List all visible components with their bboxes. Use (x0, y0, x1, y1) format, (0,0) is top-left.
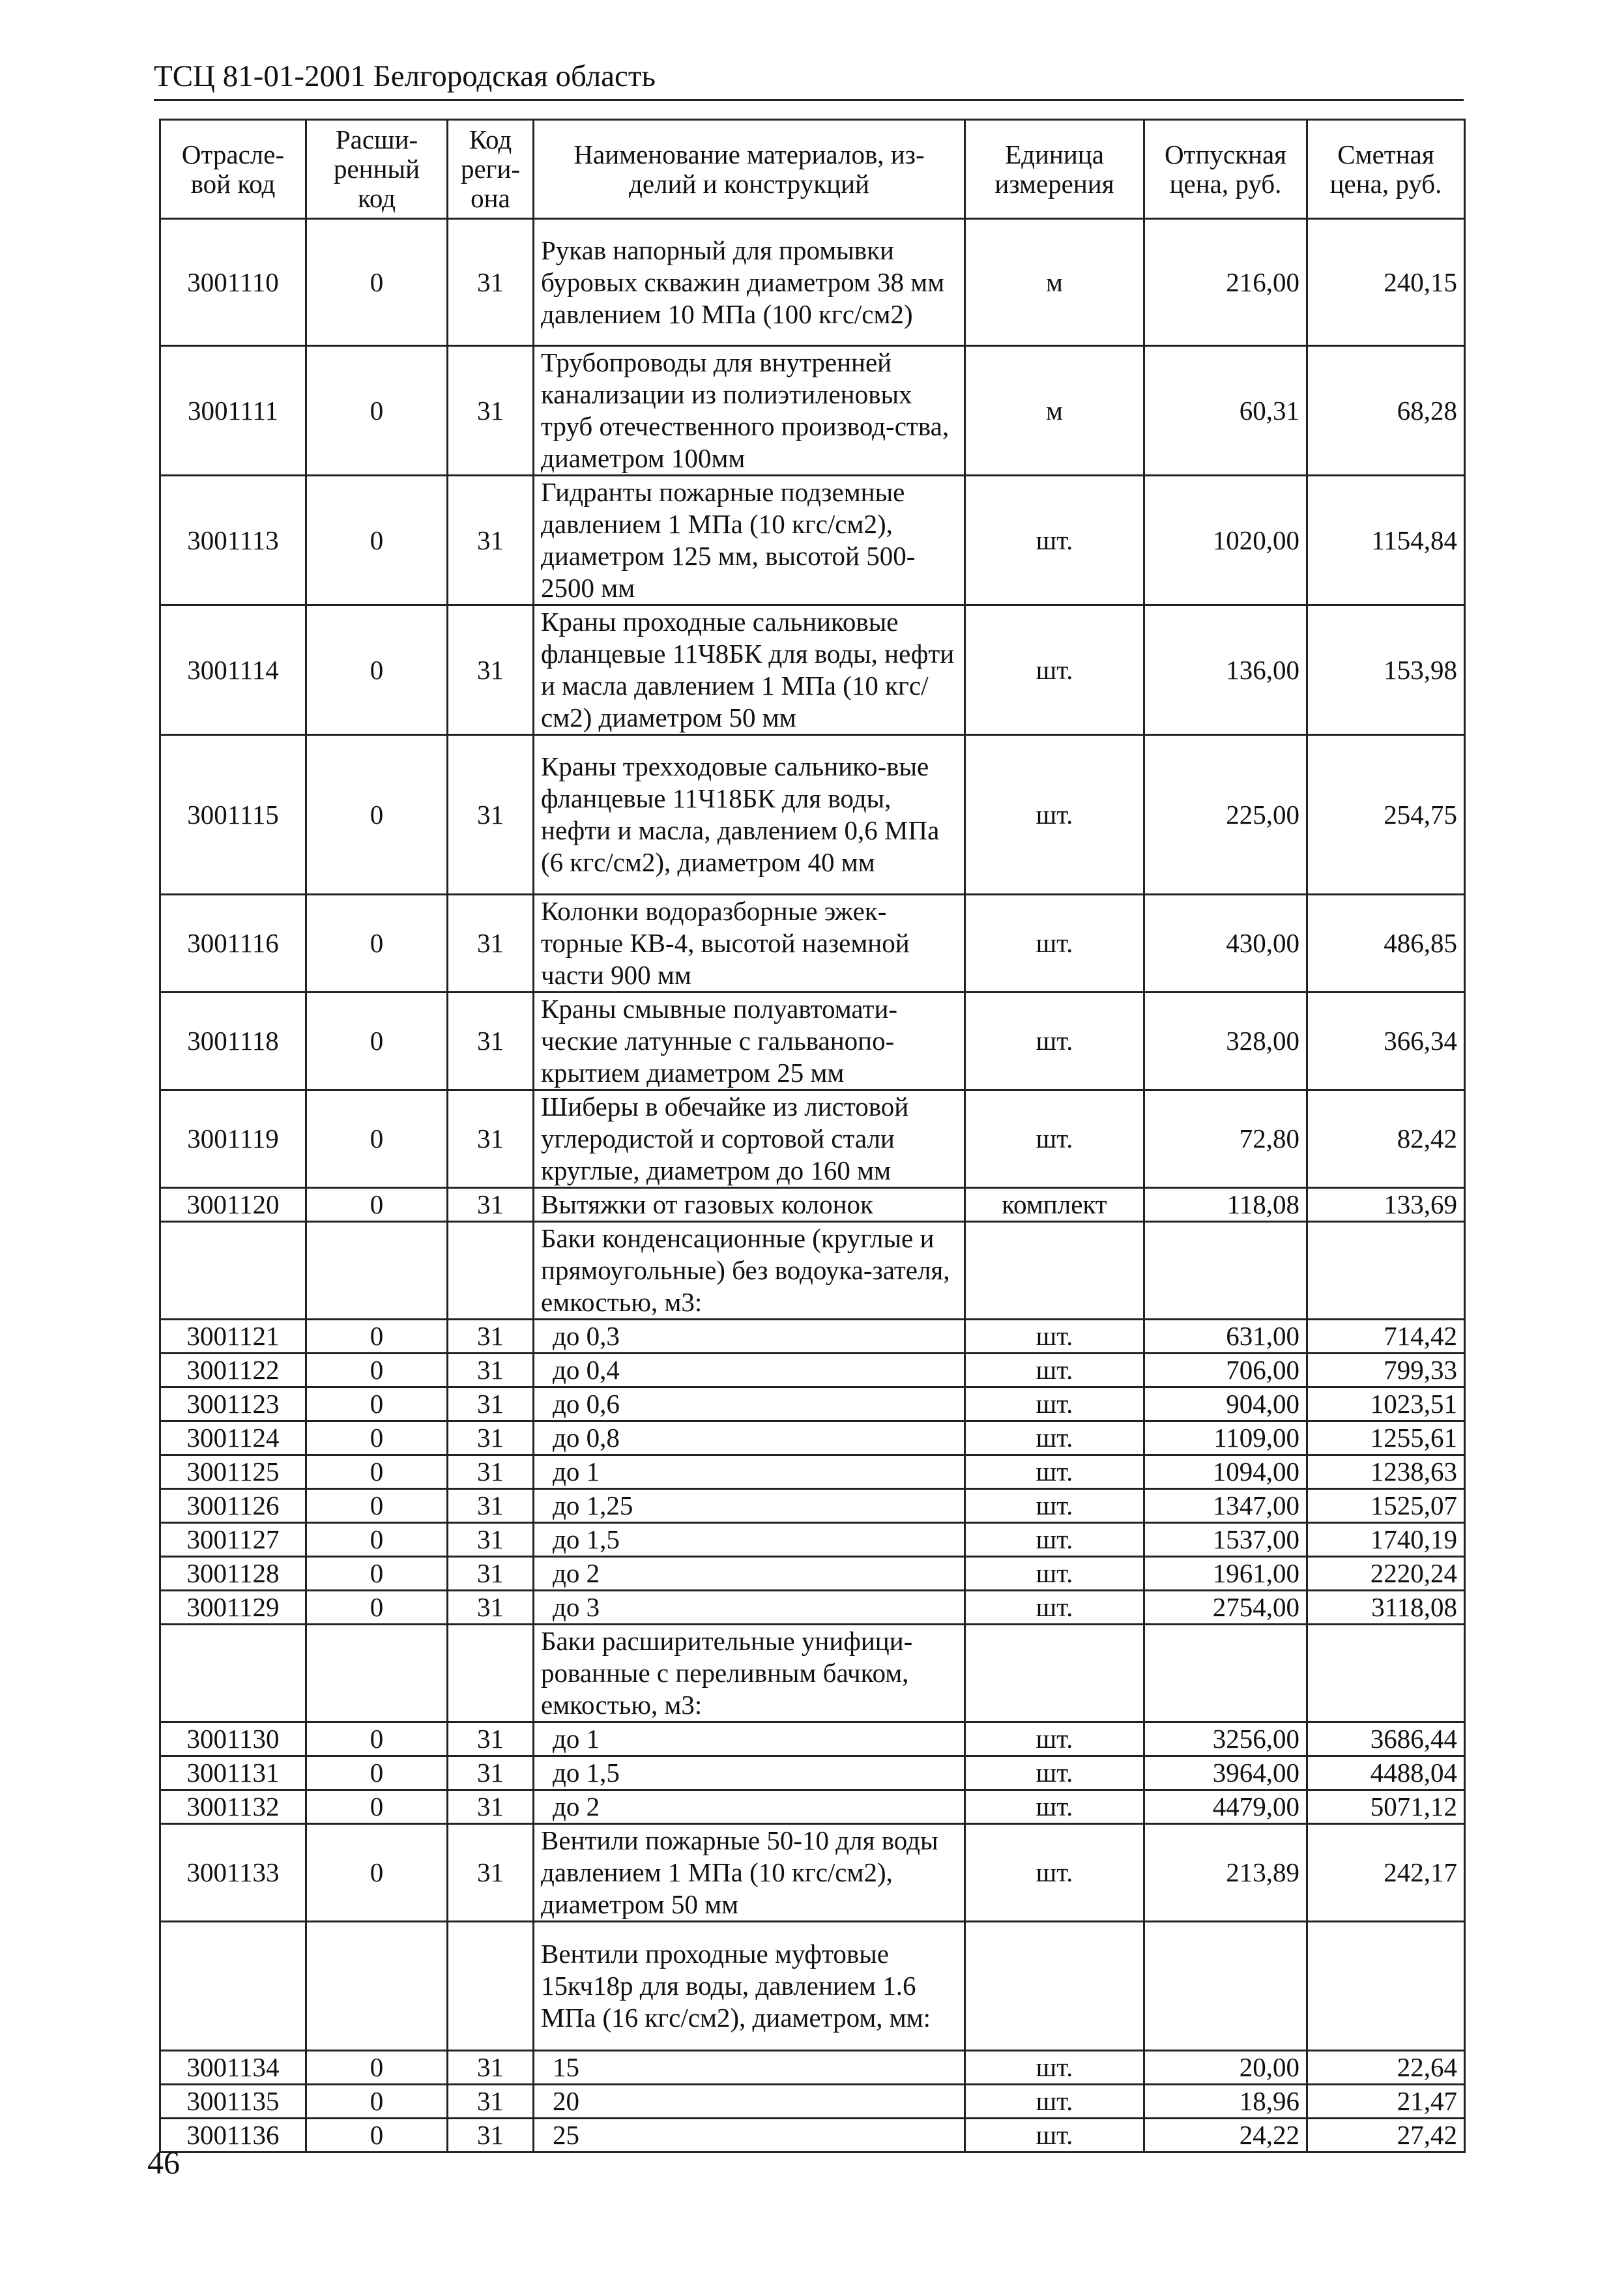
cell-unit (965, 1922, 1144, 2051)
cell-release-price: 1109,00 (1144, 1421, 1307, 1455)
cell-industry-code: 3001116 (160, 895, 306, 993)
cell-name: до 0,8 (534, 1421, 965, 1455)
cell-region-code: 31 (448, 2085, 534, 2119)
cell-name: Трубопроводы для внутренней канализации из полиэтиленовых труб отечественного производ-ства, диаметром 100мм (534, 346, 965, 476)
cell-name: Рукав напорный для промывки буровых скважин диаметром 38 мм давлением 10 МПа (100 кгс/см2) (534, 219, 965, 346)
cell-name: Вытяжки от газовых колонок (534, 1188, 965, 1222)
table-row (160, 1824, 1465, 1922)
cell-name: до 0,3 (534, 1320, 965, 1354)
cell-release-price: 1020,00 (1144, 476, 1307, 605)
cell-industry-code: 3001118 (160, 993, 306, 1090)
cell-extended-code: 0 (306, 2119, 448, 2152)
cell-unit: шт. (965, 605, 1144, 735)
cell-unit: шт. (965, 1354, 1144, 1387)
cell-region-code: 31 (448, 895, 534, 993)
cell-industry-code: 3001126 (160, 1489, 306, 1523)
cell-region-code: 31 (448, 1320, 534, 1354)
cell-unit: шт. (965, 993, 1144, 1090)
table-row (160, 1625, 1465, 1722)
cell-name: 20 (534, 2085, 965, 2119)
table-row (160, 1421, 1465, 1455)
cell-region-code: 31 (448, 1188, 534, 1222)
table-row (160, 2119, 1465, 2152)
cell-unit: шт. (965, 895, 1144, 993)
cell-unit (965, 1222, 1144, 1320)
cell-release-price: 904,00 (1144, 1387, 1307, 1421)
col-header-region-code: Код реги-она (448, 120, 534, 219)
col-header-extended-code: Расши-ренный код (306, 120, 448, 219)
cell-name: Баки расширительные унифици-рованные с переливным бачком, емкостью, м3: (534, 1625, 965, 1722)
cell-release-price: 20,00 (1144, 2051, 1307, 2085)
cell-estimate-price: 714,42 (1307, 1320, 1465, 1354)
cell-extended-code: 0 (306, 346, 448, 476)
cell-release-price: 1094,00 (1144, 1455, 1307, 1489)
col-header-release-price: Отпускная цена, руб. (1144, 120, 1307, 219)
cell-industry-code: 3001131 (160, 1756, 306, 1790)
cell-name: до 1 (534, 1455, 965, 1489)
col-header-name: Наименование материалов, из-делий и конструкций (534, 120, 965, 219)
cell-name: Колонки водоразборные эжек-торные КВ-4, высотой наземной части 900 мм (534, 895, 965, 993)
table-row (160, 2051, 1465, 2085)
cell-region-code: 31 (448, 1489, 534, 1523)
cell-name: Гидранты пожарные подземные давлением 1 МПа (10 кгс/см2), диаметром 125 мм, высотой 500-2500 мм (534, 476, 965, 605)
cell-unit: шт. (965, 735, 1144, 895)
cell-extended-code: 0 (306, 219, 448, 346)
table-row (160, 346, 1465, 476)
cell-name: до 0,4 (534, 1354, 965, 1387)
table-row (160, 1090, 1465, 1188)
cell-name: до 2 (534, 1557, 965, 1591)
table-row (160, 1756, 1465, 1790)
cell-release-price: 3256,00 (1144, 1722, 1307, 1756)
cell-name: Краны проходные сальниковые фланцевые 11Ч8БК для воды, нефти и масла давлением 1 МПа (10 кгс/см2) диаметром 50 мм (534, 605, 965, 735)
cell-industry-code: 3001119 (160, 1090, 306, 1188)
cell-unit: комплект (965, 1188, 1144, 1222)
cell-release-price (1144, 1922, 1307, 2051)
cell-industry-code: 3001135 (160, 2085, 306, 2119)
price-table (159, 119, 1466, 2153)
cell-unit: шт. (965, 1455, 1144, 1489)
cell-region-code: 31 (448, 1824, 534, 1922)
cell-name: Баки конденсационные (круглые и прямоугольные) без водоука-зателя, емкостью, м3: (534, 1222, 965, 1320)
cell-region-code (448, 1222, 534, 1320)
cell-region-code: 31 (448, 476, 534, 605)
cell-release-price: 2754,00 (1144, 1591, 1307, 1625)
cell-extended-code: 0 (306, 1421, 448, 1455)
cell-region-code: 31 (448, 1591, 534, 1625)
cell-extended-code: 0 (306, 1090, 448, 1188)
cell-region-code: 31 (448, 993, 534, 1090)
cell-extended-code: 0 (306, 1790, 448, 1824)
cell-region-code: 31 (448, 735, 534, 895)
cell-unit: шт. (965, 1090, 1144, 1188)
cell-industry-code: 3001120 (160, 1188, 306, 1222)
table-row (160, 476, 1465, 605)
cell-release-price: 1961,00 (1144, 1557, 1307, 1591)
cell-unit (965, 1625, 1144, 1722)
cell-name: до 1,25 (534, 1489, 965, 1523)
cell-region-code: 31 (448, 346, 534, 476)
cell-extended-code: 0 (306, 1756, 448, 1790)
cell-estimate-price: 2220,24 (1307, 1557, 1465, 1591)
cell-extended-code: 0 (306, 1354, 448, 1387)
cell-release-price: 1537,00 (1144, 1523, 1307, 1557)
cell-release-price: 3964,00 (1144, 1756, 1307, 1790)
col-header-estimate-price: Сметная цена, руб. (1307, 120, 1465, 219)
cell-estimate-price: 240,15 (1307, 219, 1465, 346)
cell-name: до 1,5 (534, 1523, 965, 1557)
cell-industry-code: 3001114 (160, 605, 306, 735)
table-row (160, 1790, 1465, 1824)
cell-estimate-price: 3686,44 (1307, 1722, 1465, 1756)
cell-region-code: 31 (448, 1557, 534, 1591)
cell-release-price: 136,00 (1144, 605, 1307, 735)
cell-region-code: 31 (448, 1421, 534, 1455)
cell-name: Вентили проходные муфтовые 15кч18р для воды, давлением 1.6 МПа (16 кгс/см2), диаметром, мм: (534, 1922, 965, 2051)
cell-industry-code: 3001124 (160, 1421, 306, 1455)
cell-estimate-price: 82,42 (1307, 1090, 1465, 1188)
cell-estimate-price: 3118,08 (1307, 1591, 1465, 1625)
cell-release-price: 60,31 (1144, 346, 1307, 476)
cell-name: Вентили пожарные 50-10 для воды давлением 1 МПа (10 кгс/см2), диаметром 50 мм (534, 1824, 965, 1922)
cell-estimate-price: 242,17 (1307, 1824, 1465, 1922)
cell-name: 25 (534, 2119, 965, 2152)
cell-region-code: 31 (448, 219, 534, 346)
table-row (160, 1320, 1465, 1354)
cell-release-price: 631,00 (1144, 1320, 1307, 1354)
cell-release-price: 4479,00 (1144, 1790, 1307, 1824)
cell-estimate-price: 1255,61 (1307, 1421, 1465, 1455)
cell-estimate-price: 1023,51 (1307, 1387, 1465, 1421)
cell-estimate-price: 133,69 (1307, 1188, 1465, 1222)
cell-extended-code: 0 (306, 2051, 448, 2085)
cell-estimate-price: 1740,19 (1307, 1523, 1465, 1557)
cell-estimate-price: 1525,07 (1307, 1489, 1465, 1523)
cell-unit: шт. (965, 1489, 1144, 1523)
table-row (160, 219, 1465, 346)
cell-region-code: 31 (448, 1090, 534, 1188)
cell-industry-code: 3001136 (160, 2119, 306, 2152)
cell-extended-code: 0 (306, 1824, 448, 1922)
cell-industry-code: 3001122 (160, 1354, 306, 1387)
cell-extended-code: 0 (306, 993, 448, 1090)
cell-unit: шт. (965, 476, 1144, 605)
cell-unit: шт. (965, 1421, 1144, 1455)
cell-estimate-price (1307, 1625, 1465, 1722)
cell-unit: м (965, 346, 1144, 476)
table-row (160, 993, 1465, 1090)
cell-unit: шт. (965, 1523, 1144, 1557)
cell-estimate-price: 366,34 (1307, 993, 1465, 1090)
cell-extended-code: 0 (306, 1387, 448, 1421)
cell-industry-code (160, 1222, 306, 1320)
cell-industry-code: 3001132 (160, 1790, 306, 1824)
cell-extended-code (306, 1625, 448, 1722)
cell-name: 15 (534, 2051, 965, 2085)
cell-extended-code: 0 (306, 895, 448, 993)
table-row (160, 735, 1465, 895)
cell-estimate-price: 4488,04 (1307, 1756, 1465, 1790)
page-number: 46 (147, 2144, 180, 2181)
cell-extended-code: 0 (306, 476, 448, 605)
cell-estimate-price: 486,85 (1307, 895, 1465, 993)
cell-name: до 1,5 (534, 1756, 965, 1790)
cell-estimate-price: 27,42 (1307, 2119, 1465, 2152)
cell-release-price: 72,80 (1144, 1090, 1307, 1188)
cell-unit: шт. (965, 1591, 1144, 1625)
table-row (160, 1387, 1465, 1421)
table-row (160, 1523, 1465, 1557)
cell-name: Шиберы в обечайке из листовой углеродистой и сортовой стали круглые, диаметром до 160 мм (534, 1090, 965, 1188)
table-row (160, 1222, 1465, 1320)
cell-estimate-price: 5071,12 (1307, 1790, 1465, 1824)
cell-estimate-price: 799,33 (1307, 1354, 1465, 1387)
cell-release-price: 213,89 (1144, 1824, 1307, 1922)
cell-industry-code: 3001113 (160, 476, 306, 605)
cell-industry-code: 3001129 (160, 1591, 306, 1625)
table-header-row (160, 120, 1465, 219)
table-row (160, 605, 1465, 735)
cell-estimate-price: 22,64 (1307, 2051, 1465, 2085)
table-row (160, 1455, 1465, 1489)
table-row (160, 1557, 1465, 1591)
cell-extended-code: 0 (306, 735, 448, 895)
cell-industry-code: 3001123 (160, 1387, 306, 1421)
cell-unit: шт. (965, 1722, 1144, 1756)
table-row (160, 1722, 1465, 1756)
cell-industry-code: 3001111 (160, 346, 306, 476)
cell-name: до 1 (534, 1722, 965, 1756)
cell-estimate-price: 153,98 (1307, 605, 1465, 735)
table-row (160, 1354, 1465, 1387)
cell-extended-code: 0 (306, 1320, 448, 1354)
col-header-industry-code: Отрасле-вой код (160, 120, 306, 219)
cell-estimate-price (1307, 1922, 1465, 2051)
cell-release-price: 18,96 (1144, 2085, 1307, 2119)
cell-extended-code (306, 1922, 448, 2051)
cell-region-code (448, 1922, 534, 2051)
table-row (160, 1591, 1465, 1625)
cell-unit: шт. (965, 2119, 1144, 2152)
cell-name: до 3 (534, 1591, 965, 1625)
cell-unit: шт. (965, 1387, 1144, 1421)
cell-unit: шт. (965, 1824, 1144, 1922)
cell-industry-code: 3001121 (160, 1320, 306, 1354)
cell-release-price: 430,00 (1144, 895, 1307, 993)
cell-release-price: 118,08 (1144, 1188, 1307, 1222)
table-row (160, 1922, 1465, 2051)
cell-region-code (448, 1625, 534, 1722)
cell-extended-code: 0 (306, 1523, 448, 1557)
cell-industry-code: 3001110 (160, 219, 306, 346)
cell-extended-code: 0 (306, 1489, 448, 1523)
cell-industry-code: 3001133 (160, 1824, 306, 1922)
cell-release-price: 1347,00 (1144, 1489, 1307, 1523)
cell-industry-code (160, 1625, 306, 1722)
cell-region-code: 31 (448, 2119, 534, 2152)
page-header: ТСЦ 81-01-2001 Белгородская область (154, 56, 1464, 101)
cell-estimate-price: 1154,84 (1307, 476, 1465, 605)
cell-extended-code: 0 (306, 1722, 448, 1756)
cell-unit: шт. (965, 2051, 1144, 2085)
cell-unit: шт. (965, 1320, 1144, 1354)
cell-unit: м (965, 219, 1144, 346)
col-header-unit: Единица измерения (965, 120, 1144, 219)
cell-industry-code: 3001130 (160, 1722, 306, 1756)
cell-extended-code: 0 (306, 1557, 448, 1591)
cell-name: до 2 (534, 1790, 965, 1824)
table-body (160, 219, 1465, 2152)
cell-industry-code: 3001134 (160, 2051, 306, 2085)
cell-release-price (1144, 1625, 1307, 1722)
table-row (160, 895, 1465, 993)
cell-name: Краны смывные полуавтомати-ческие латунные с гальванопо-крытием диаметром 25 мм (534, 993, 965, 1090)
cell-region-code: 31 (448, 1523, 534, 1557)
cell-estimate-price: 68,28 (1307, 346, 1465, 476)
table-row (160, 1489, 1465, 1523)
cell-region-code: 31 (448, 1722, 534, 1756)
cell-region-code: 31 (448, 2051, 534, 2085)
cell-name: до 0,6 (534, 1387, 965, 1421)
cell-unit: шт. (965, 1790, 1144, 1824)
table-row (160, 2085, 1465, 2119)
cell-region-code: 31 (448, 1455, 534, 1489)
cell-extended-code: 0 (306, 2085, 448, 2119)
cell-industry-code: 3001128 (160, 1557, 306, 1591)
cell-region-code: 31 (448, 1387, 534, 1421)
table-row (160, 1188, 1465, 1222)
cell-unit: шт. (965, 1756, 1144, 1790)
cell-name: Краны трехходовые сальнико-вые фланцевые 11Ч18БК для воды, нефти и масла, давлением 0,6 МПа (6 кгс/см2), диаметром 40 мм (534, 735, 965, 895)
cell-industry-code: 3001127 (160, 1523, 306, 1557)
cell-region-code: 31 (448, 1756, 534, 1790)
cell-release-price: 706,00 (1144, 1354, 1307, 1387)
cell-extended-code: 0 (306, 1591, 448, 1625)
cell-region-code: 31 (448, 1354, 534, 1387)
cell-industry-code: 3001115 (160, 735, 306, 895)
cell-release-price: 24,22 (1144, 2119, 1307, 2152)
cell-extended-code: 0 (306, 605, 448, 735)
cell-industry-code: 3001125 (160, 1455, 306, 1489)
cell-region-code: 31 (448, 605, 534, 735)
cell-release-price: 225,00 (1144, 735, 1307, 895)
cell-extended-code: 0 (306, 1188, 448, 1222)
cell-estimate-price: 254,75 (1307, 735, 1465, 895)
cell-extended-code (306, 1222, 448, 1320)
cell-release-price (1144, 1222, 1307, 1320)
cell-unit: шт. (965, 2085, 1144, 2119)
cell-extended-code: 0 (306, 1455, 448, 1489)
cell-release-price: 216,00 (1144, 219, 1307, 346)
cell-release-price: 328,00 (1144, 993, 1307, 1090)
cell-estimate-price: 1238,63 (1307, 1455, 1465, 1489)
cell-region-code: 31 (448, 1790, 534, 1824)
cell-unit: шт. (965, 1557, 1144, 1591)
cell-estimate-price (1307, 1222, 1465, 1320)
cell-industry-code (160, 1922, 306, 2051)
cell-estimate-price: 21,47 (1307, 2085, 1465, 2119)
